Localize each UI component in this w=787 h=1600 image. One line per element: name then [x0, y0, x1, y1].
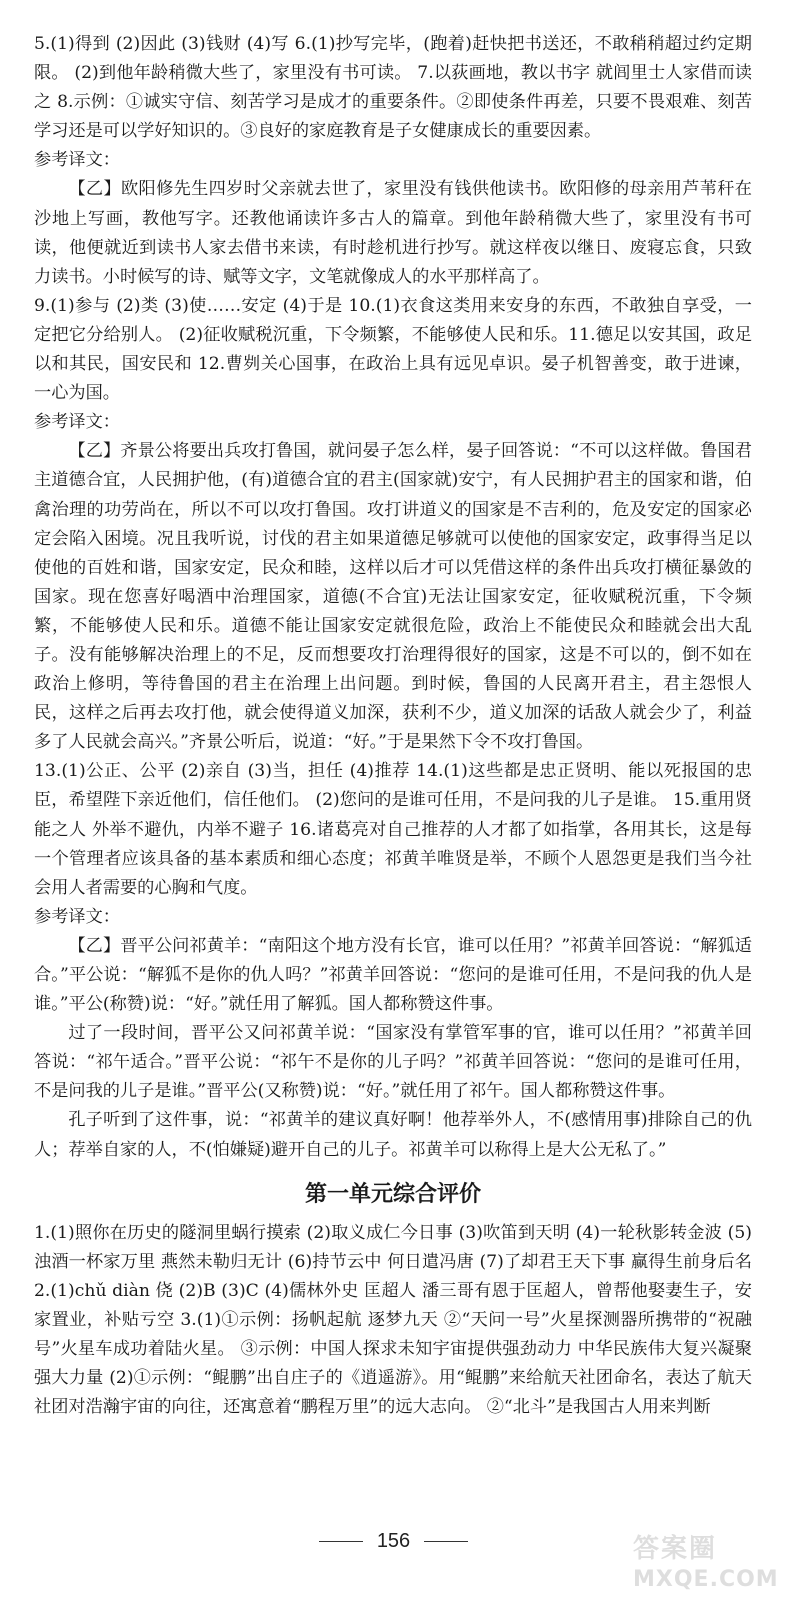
watermark-url: MXQE.COM [633, 1567, 779, 1592]
translation-paragraph: 【乙】齐景公将要出兵攻打鲁国，就问晏子怎么样，晏子回答说：“不可以这样做。鲁国君主道德合宜，人民拥护他，(有)道德合宜的君主(国家就)安宁，有人民拥护君主的国家和谐，伯禽治理的功劳尚在，所以不可以攻打鲁国。攻打讲道义的国家是不吉利的，危及安定的国家必定会陷入困境。况且我听说，讨伐的君主如果道德足够就可以使他的国家安定，政事得当足以使他的百姓和谐，国家安定，民众和睦，这样以后才可以凭借这样的条件出兵攻打横征暴敛的国家。现在您喜好喝酒中治理国家，道德(不合宜)无法让国家安定，征收赋税沉重，下令频繁，不能够使人民和乐。道德不能让国家安定就很危险，政治上不能使民众和睦就会出大乱子。没有能够解决治理上的不足，反而想要攻打治理得很好的国家，这是不可以的，倒不如在政治上修明，等待鲁国的君主在治理上出问题。到时候，鲁国的人民离开君主，君主怨恨人民，这样之后再去攻打他，就会使得道义加深，获利不少，道义加深的话敌人就会少了，利益多了人民就会高兴。”齐景公听后，说道：“好。”于是果然下令不攻打鲁国。 [34, 441, 752, 753]
section-heading: 第一单元综合评价 [304, 1181, 481, 1207]
answer-paragraph: 13.(1)公正、公平 (2)亲自 (3)当，担任 (4)推荐 14.(1)这些都是忠正贤明、能以死报国的忠臣，希望陛下亲近他们，信任他们。 (2)您问的是谁可任用，不是问我的儿子是谁。 15.重用贤能之人 外举不避仇，内举不避子 16.诸葛亮对自己推荐的人才都了如指掌，各用其长，这是每一个管理者应该具备的基本素质和细心态度；祁黄羊唯贤是举，不顾个人恩怨更是我们当今社会用人者需要的心胸和气度。 [34, 761, 752, 898]
answer-paragraph: 9.(1)参与 (2)类 (3)使……安定 (4)于是 10.(1)衣食这类用来安身的东西，不敢独自享受，一定把它分给别人。 (2)征收赋税沉重，下令频繁，不能够使人民和乐。11.德足以安其国，政足以和其民，国安民和 12.曹刿关心国事，在政治上具有远见卓识。晏子机智善变，敢于进谏，一心为国。 [34, 295, 752, 404]
page-number: 156 [376, 1530, 411, 1552]
answer-paragraph: 1.(1)照你在历史的隧洞里蜗行摸索 (2)取义成仁今日事 (3)吹笛到天明 (4)一轮秋影转金波 (5)浊酒一杯家万里 燕然未勒归无计 (6)持节云中 何日遣冯唐 (7)了却君王天下事 赢得生前身后名 2.(1)chǔ diàn 侥 (2)B (3)C (4)儒林外史 匡超人 潘三哥有恩于匡超人，曾帮他娶妻生子，安家置业，补贴亏空 3.(1)①示例：扬帆起航 逐梦九天 ②“天问一号”火星探测器所携带的“祝融号”火星车成功着陆火星。 ③示例：中国人探求未知宇宙提供强劲动力 中华民族伟大复兴凝聚强大力量 (2)①示例：“鲲鹏”出自庄子的《逍遥游》。用“鲲鹏”来给航天社团命名，表达了航天社团对浩瀚宇宙的向往，还寓意着“鹏程万里”的远大志向。 ②“北斗”是我国古人用来判断 [34, 1222, 752, 1418]
watermark [633, 1528, 779, 1596]
translation-paragraph: 【乙】晋平公问祁黄羊：“南阳这个地方没有长官，谁可以任用？”祁黄羊回答说：“解狐适合。”平公说：“解狐不是你的仇人吗？”祁黄羊回答说：“您问的是谁可任用，不是问我的仇人是谁。”平公(称赞)说：“好。”就任用了解狐。国人都称赞这件事。 [34, 935, 752, 1015]
footer-dash-right [424, 1541, 468, 1542]
reference-translation-label: 参考译文： [34, 412, 120, 433]
translation-paragraph: 孔子听到了这件事，说：“祁黄羊的建议真好啊！他荐举外人，不(感情用事)排除自己的仇人；荐举自家的人，不(怕嫌疑)避开自己的儿子。祁黄羊可以称得上是大公无私了。” [34, 1110, 752, 1160]
reference-translation-label: 参考译文： [34, 150, 120, 171]
footer-dash-left [319, 1541, 363, 1542]
translation-paragraph: 过了一段时间，晋平公又问祁黄羊说：“国家没有掌管军事的官，谁可以任用？”祁黄羊回答说：“祁午适合。”晋平公说：“祁午不是你的儿子吗？”祁黄羊回答说：“您问的是谁可任用，不是问我的儿子是谁。”晋平公(又称赞)说：“好。”就任用了祁午。国人都称赞这件事。 [34, 1023, 752, 1102]
answer-content-column [34, 30, 752, 1422]
reference-translation-label: 参考译文： [34, 906, 120, 927]
watermark-logo-text: 答案圈 [633, 1534, 718, 1564]
answer-paragraph: 5.(1)得到 (2)因此 (3)钱财 (4)写 6.(1)抄写完毕，(跑着)赶快把书送还，不敢稍稍超过约定期限。 (2)到他年龄稍微大些了，家里没有书可读。 7.以荻画地，教以书字 就闾里士人家借而读之 8.示例：①诚实守信、刻苦学习是成才的重要条件。②即使条件再差，只要不畏艰难、刻苦学习还是可以学好知识的。③良好的家庭教育是子女健康成长的重要因素。 [34, 34, 752, 142]
translation-paragraph: 【乙】欧阳修先生四岁时父亲就去世了，家里没有钱供他读书。欧阳修的母亲用芦苇秆在沙地上写画，教他写字。还教他诵读许多古人的篇章。到他年龄稍微大些了，家里没有书可读，他便就近到读书人家去借书来读，有时趁机进行抄写。就这样夜以继日、废寝忘食，只致力读书。小时候写的诗、赋等文字，文笔就像成人的水平那样高了。 [34, 179, 752, 287]
